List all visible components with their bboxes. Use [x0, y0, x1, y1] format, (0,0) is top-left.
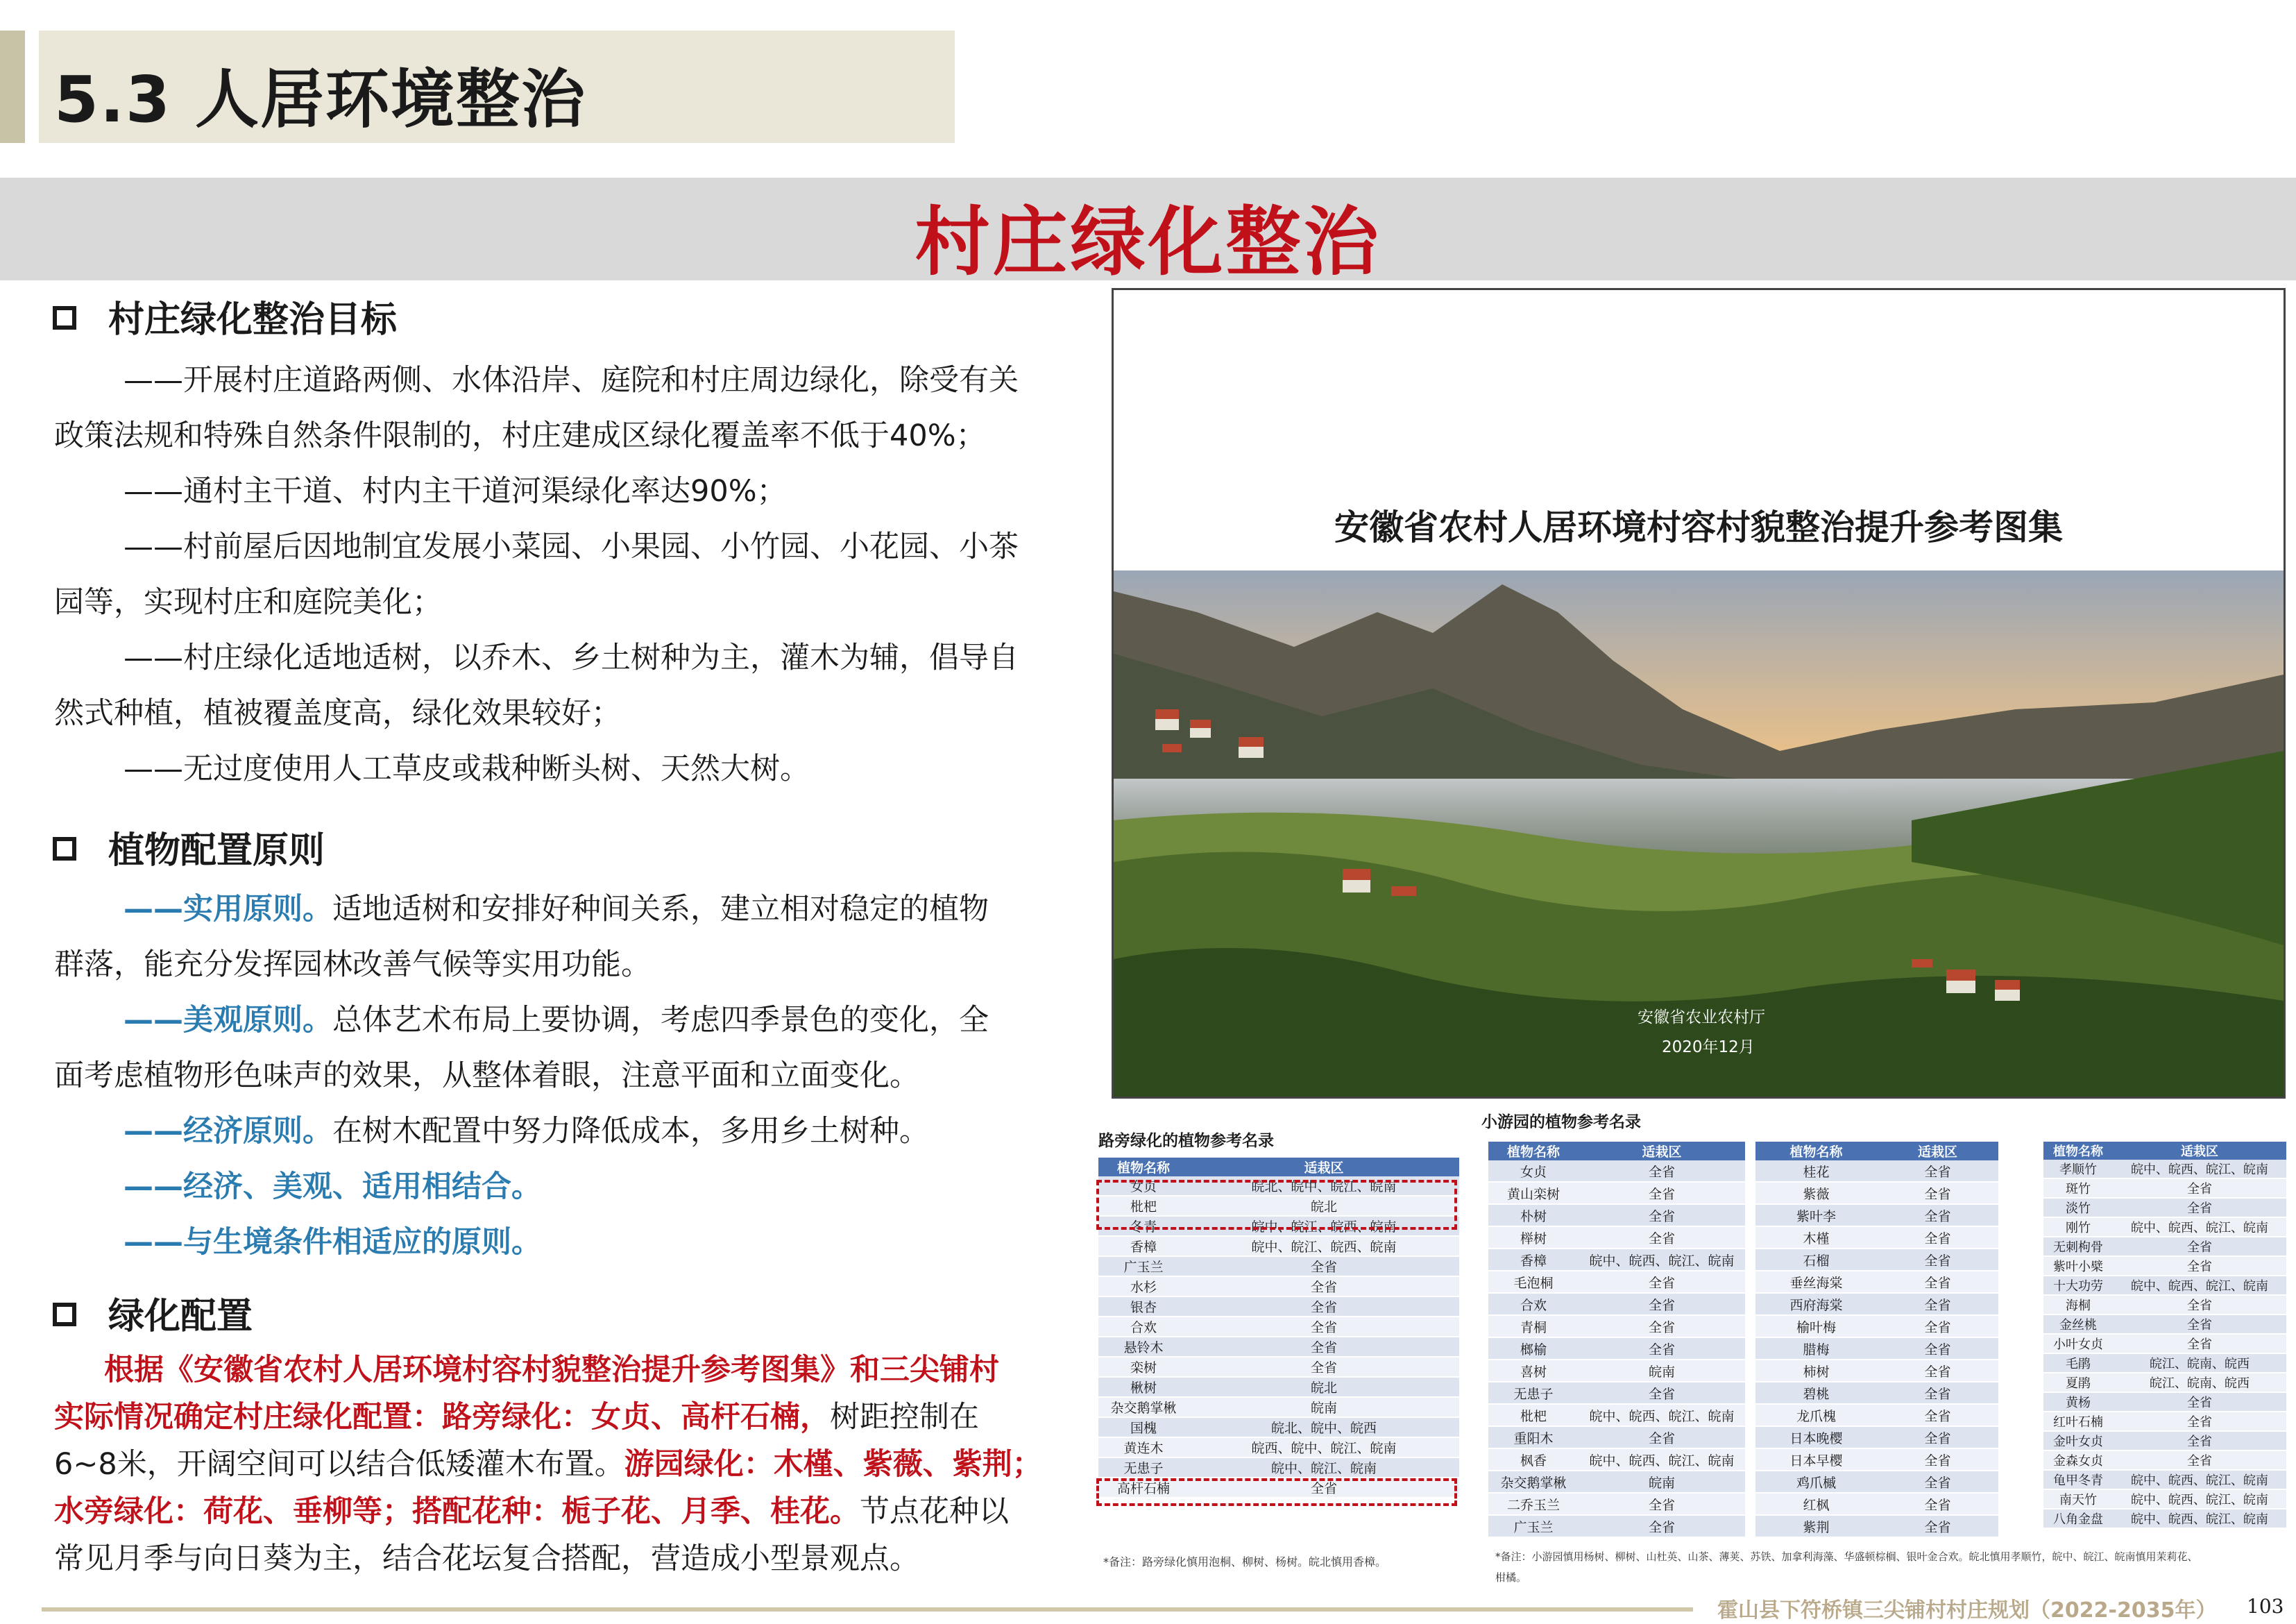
- plant-name-cell: 栾树: [1098, 1357, 1189, 1377]
- table-row: [1755, 1337, 1998, 1360]
- banner-title: 村庄绿化整治: [915, 199, 1381, 286]
- table-row: [1755, 1204, 1998, 1226]
- plant-name-cell: 碧桃: [1755, 1382, 1877, 1404]
- plant-name-cell: 柿树: [1755, 1360, 1877, 1382]
- plant-name-cell: 枇杷: [1098, 1196, 1189, 1216]
- planting-region-cell: 全省: [1579, 1315, 1745, 1337]
- plant-name-cell: 枫香: [1488, 1448, 1579, 1471]
- planting-region-cell: 全省: [2113, 1334, 2286, 1353]
- planting-region-cell: 全省: [2113, 1295, 2286, 1314]
- planting-region-cell: 全省: [1877, 1426, 1998, 1448]
- plant-name-cell: 香樟: [1488, 1249, 1579, 1271]
- highlight-box: [1096, 1478, 1457, 1506]
- column-header: 适栽区: [1189, 1158, 1459, 1176]
- plant-name-cell: 黄山栾树: [1488, 1182, 1579, 1204]
- table-row: [1098, 1256, 1459, 1276]
- planting-region-cell: 全省: [1877, 1315, 1998, 1337]
- table-row: [1488, 1515, 1745, 1537]
- table-row: [1755, 1448, 1998, 1471]
- planting-region-cell: 全省: [2113, 1198, 2286, 1217]
- table-row: [1755, 1160, 1998, 1182]
- garden-table-shrubs: [2043, 1142, 2286, 1529]
- table-row: [1098, 1337, 1459, 1357]
- plant-name-cell: 合欢: [1098, 1317, 1189, 1337]
- planting-region-cell: 全省: [1877, 1226, 1998, 1249]
- planting-region-cell: 全省: [2113, 1237, 2286, 1256]
- planting-region-cell: 全省: [1579, 1160, 1745, 1182]
- table-row: [2043, 1489, 2286, 1509]
- section-goal-body: [54, 353, 1081, 797]
- planting-region-cell: 全省: [1877, 1471, 1998, 1493]
- garden-table-note-cont: 柑橘。: [1495, 1571, 1527, 1584]
- goal-line: ——无过度使用人工草皮或栽种断头树、天然大树。: [124, 752, 810, 786]
- table-row: [2043, 1392, 2286, 1412]
- plant-name-cell: 二乔玉兰: [1488, 1493, 1579, 1515]
- plant-name-cell: 淡竹: [2043, 1198, 2113, 1217]
- plant-name-cell: 毛泡桐: [1488, 1271, 1579, 1293]
- table-row: [1488, 1337, 1745, 1360]
- plant-name-cell: 银杏: [1098, 1296, 1189, 1317]
- plant-name-cell: 杂交鹅掌楸: [1098, 1397, 1189, 1417]
- plant-name-cell: 孝顺竹: [2043, 1160, 2113, 1178]
- planting-region-cell: 皖北、皖中、皖西: [1189, 1417, 1459, 1437]
- plant-name-cell: 桂花: [1755, 1160, 1877, 1182]
- column-header: 植物名称: [1488, 1142, 1579, 1160]
- planting-region-cell: 皖中、皖西、皖江、皖南: [2113, 1470, 2286, 1489]
- table-row: [2043, 1256, 2286, 1276]
- plant-name-cell: 红枫: [1755, 1493, 1877, 1515]
- planting-region-cell: 全省: [1579, 1426, 1745, 1448]
- plant-name-cell: 金叶女贞: [2043, 1431, 2113, 1450]
- planting-region-cell: 全省: [1189, 1337, 1459, 1357]
- plant-name-cell: 夏鹃: [2043, 1373, 2113, 1392]
- table-row: [2043, 1431, 2286, 1450]
- section-config-heading: [53, 1287, 253, 1339]
- goal-line: 政策法规和特殊自然条件限制的，村庄建成区绿化覆盖率不低于40%；: [54, 418, 986, 453]
- planting-region-cell: 全省: [1877, 1249, 1998, 1271]
- planting-region-cell: 全省: [2113, 1314, 2286, 1334]
- table-row: [1098, 1397, 1459, 1417]
- table-row: [1488, 1404, 1745, 1426]
- planting-region-cell: 皖南: [1579, 1471, 1745, 1493]
- table-header-row: [1488, 1142, 1745, 1160]
- table-row: [1488, 1160, 1745, 1182]
- plant-name-cell: 南天竹: [2043, 1489, 2113, 1509]
- planting-region-cell: 全省: [1189, 1357, 1459, 1377]
- plant-name-cell: 龙爪槐: [1755, 1404, 1877, 1426]
- plant-name-cell: 紫叶小檗: [2043, 1256, 2113, 1276]
- plant-name-cell: 刚竹: [2043, 1217, 2113, 1237]
- planting-region-cell: 全省: [1579, 1382, 1745, 1404]
- planting-region-cell: 皖江、皖南、皖西: [2113, 1373, 2286, 1392]
- table-row: [1098, 1236, 1459, 1256]
- plant-name-cell: 枇杷: [1488, 1404, 1579, 1426]
- plant-name-cell: 青桐: [1488, 1315, 1579, 1337]
- plant-name-cell: 冬青: [1098, 1216, 1189, 1236]
- plant-name-cell: 榉树: [1488, 1226, 1579, 1249]
- config-line: 根据《安徽省农村人居环境村容村貌整治提升参考图集》和三尖铺村: [104, 1353, 999, 1387]
- planting-region-cell: 皖中、皖西、皖江、皖南: [1579, 1249, 1745, 1271]
- principle-line: 群落，能充分发挥园林改善气候等实用功能。: [54, 947, 651, 982]
- planting-region-cell: 全省: [1877, 1271, 1998, 1293]
- plant-name-cell: 广玉兰: [1488, 1515, 1579, 1537]
- footer-rule: [42, 1607, 1693, 1612]
- table-row: [2043, 1450, 2286, 1470]
- planting-region-cell: 全省: [2113, 1412, 2286, 1431]
- table-row: [2043, 1276, 2286, 1295]
- config-line: 常见月季与向日葵为主，结合花坛复合搭配，营造成小型景观点。: [54, 1541, 919, 1576]
- garden-table-trees: [1488, 1142, 1745, 1538]
- planting-region-cell: 皖中、皖西、皖江、皖南: [2113, 1217, 2286, 1237]
- plant-name-cell: 斑竹: [2043, 1178, 2113, 1198]
- planting-region-cell: 皖南: [1579, 1360, 1745, 1382]
- planting-region-cell: 全省: [2113, 1392, 2286, 1412]
- planting-region-cell: 皖江、皖南、皖西: [2113, 1353, 2286, 1373]
- plant-name-cell: 腊梅: [1755, 1337, 1877, 1360]
- planting-region-cell: 皖北: [1189, 1196, 1459, 1216]
- photo-date: 2020年12月: [1662, 1038, 1755, 1056]
- plant-name-cell: 金森女贞: [2043, 1450, 2113, 1470]
- planting-region-cell: 皖中、皖江、皖西、皖南: [1189, 1216, 1459, 1236]
- principle-line: ——实用原则。适地适树和安排好种间关系，建立相对稳定的植物: [124, 892, 989, 927]
- planting-region-cell: 全省: [2113, 1431, 2286, 1450]
- section-config-body: [54, 1346, 1123, 1582]
- table-header-row: [1098, 1158, 1459, 1176]
- planting-region-cell: 全省: [1189, 1478, 1459, 1498]
- table-row: [2043, 1412, 2286, 1431]
- plant-name-cell: 榆叶梅: [1755, 1315, 1877, 1337]
- checkbox-square-icon: [53, 837, 76, 861]
- garden-table-note: *备注：小游园慎用杨树、柳树、山杜英、山茶、薄荚、苏铁、加拿利海藻、华盛顿棕榈、银叶金合欢。皖北慎用孝顺竹，皖中、皖江、皖南慎用茉莉花、: [1495, 1550, 2198, 1563]
- principle-line: ——与生境条件相适应的原则。: [124, 1225, 541, 1260]
- planting-region-cell: 全省: [1877, 1404, 1998, 1426]
- principle-line: 面考虑植物形色味声的效果，从整体着眼，注意平面和立面变化。: [54, 1058, 919, 1093]
- plant-name-cell: 杂交鹅掌楸: [1488, 1471, 1579, 1493]
- planting-region-cell: 皖中、皖西、皖江、皖南: [2113, 1489, 2286, 1509]
- planting-region-cell: 全省: [1877, 1337, 1998, 1360]
- table-row: [2043, 1353, 2286, 1373]
- planting-region-cell: 全省: [1877, 1160, 1998, 1182]
- config-line: 6~8米，开阔空间可以结合低矮灌木布置。游园绿化：木槿、紫薇、紫荆；: [54, 1447, 1042, 1482]
- planting-region-cell: 全省: [1189, 1296, 1459, 1317]
- plant-name-cell: 十大功劳: [2043, 1276, 2113, 1295]
- plant-name-cell: 国槐: [1098, 1417, 1189, 1437]
- table-row: [2043, 1178, 2286, 1198]
- table-row: [1098, 1377, 1459, 1397]
- table-row: [1755, 1471, 1998, 1493]
- plant-name-cell: 无患子: [1098, 1457, 1189, 1478]
- table-row: [1755, 1249, 1998, 1271]
- planting-region-cell: 全省: [2113, 1256, 2286, 1276]
- plant-name-cell: 广玉兰: [1098, 1256, 1189, 1276]
- plant-name-cell: 紫薇: [1755, 1182, 1877, 1204]
- plant-name-cell: 女贞: [1488, 1160, 1579, 1182]
- plant-name-cell: 日本早樱: [1755, 1448, 1877, 1471]
- principle-line: ——经济、美观、适用相结合。: [124, 1169, 541, 1204]
- planting-region-cell: 皖西、皖中、皖江、皖南: [1189, 1437, 1459, 1457]
- table-row: [1488, 1204, 1745, 1226]
- table-row: [1755, 1226, 1998, 1249]
- table-row: [2043, 1237, 2286, 1256]
- planting-region-cell: 皖北: [1189, 1377, 1459, 1397]
- section-goal-heading: [53, 290, 397, 342]
- table-row: [1488, 1249, 1745, 1271]
- plant-name-cell: 喜树: [1488, 1360, 1579, 1382]
- table-row: [1755, 1271, 1998, 1293]
- table-row: [1488, 1293, 1745, 1315]
- plant-name-cell: 香樟: [1098, 1236, 1189, 1256]
- plant-name-cell: 无患子: [1488, 1382, 1579, 1404]
- plant-name-cell: 鸡爪槭: [1755, 1471, 1877, 1493]
- table-row: [1488, 1493, 1745, 1515]
- plant-name-cell: 龟甲冬青: [2043, 1470, 2113, 1489]
- garden-table-flowering: [1755, 1142, 1998, 1538]
- plant-name-cell: 小叶女贞: [2043, 1334, 2113, 1353]
- column-header: 适栽区: [1877, 1142, 1998, 1160]
- table-row: [2043, 1373, 2286, 1392]
- principle-line: ——美观原则。总体艺术布局上要协调，考虑四季景色的变化，全: [124, 1003, 989, 1038]
- planting-region-cell: 全省: [1579, 1293, 1745, 1315]
- config-line: 水旁绿化：荷花、垂柳等；搭配花种：栀子花、月季、桂花。节点花种以: [54, 1494, 1009, 1529]
- planting-region-cell: 皖中、皖西、皖江、皖南: [2113, 1276, 2286, 1295]
- table-header-row: [2043, 1142, 2286, 1160]
- planting-region-cell: 全省: [1877, 1182, 1998, 1204]
- table-row: [2043, 1295, 2286, 1314]
- table-row: [1488, 1182, 1745, 1204]
- column-header: 植物名称: [2043, 1142, 2113, 1160]
- table-row: [1098, 1357, 1459, 1377]
- planting-region-cell: 全省: [2113, 1450, 2286, 1470]
- table-row: [2043, 1198, 2286, 1217]
- table-row: [2043, 1509, 2286, 1528]
- table-row: [1755, 1426, 1998, 1448]
- planting-region-cell: 全省: [1579, 1271, 1745, 1293]
- table-row: [1755, 1382, 1998, 1404]
- table-row: [2043, 1314, 2286, 1334]
- table-row: [1488, 1471, 1745, 1493]
- planting-region-cell: 全省: [1877, 1204, 1998, 1226]
- planting-region-cell: 皖中、皖西、皖江、皖南: [2113, 1509, 2286, 1528]
- planting-region-cell: 皖北、皖中、皖江、皖南: [1189, 1176, 1459, 1196]
- plant-name-cell: 黄杨: [2043, 1392, 2113, 1412]
- planting-region-cell: 皖中、皖西、皖江、皖南: [1579, 1448, 1745, 1471]
- section-principle-body: [54, 881, 1081, 1270]
- plant-name-cell: 黄连木: [1098, 1437, 1189, 1457]
- section-principle-title: 植物配置原则: [108, 830, 325, 872]
- table-row: [1098, 1317, 1459, 1337]
- table-row: [1098, 1276, 1459, 1296]
- plant-name-cell: 楸树: [1098, 1377, 1189, 1397]
- plant-name-cell: 紫叶李: [1755, 1204, 1877, 1226]
- plant-name-cell: 西府海棠: [1755, 1293, 1877, 1315]
- table-row: [1488, 1271, 1745, 1293]
- planting-region-cell: 全省: [1579, 1337, 1745, 1360]
- planting-region-cell: 全省: [1579, 1204, 1745, 1226]
- table-row: [1098, 1296, 1459, 1317]
- plant-name-cell: 毛鹃: [2043, 1353, 2113, 1373]
- plant-name-cell: 垂丝海棠: [1755, 1271, 1877, 1293]
- plant-name-cell: 朴树: [1488, 1204, 1579, 1226]
- planting-region-cell: 全省: [1579, 1182, 1745, 1204]
- planting-region-cell: 全省: [1579, 1493, 1745, 1515]
- planting-region-cell: 全省: [2113, 1178, 2286, 1198]
- plant-name-cell: 海桐: [2043, 1295, 2113, 1314]
- column-header: 植物名称: [1098, 1158, 1189, 1176]
- planting-region-cell: 全省: [1877, 1293, 1998, 1315]
- plant-name-cell: 紫荆: [1755, 1515, 1877, 1537]
- page-title: 5.3 人居环境整治: [54, 62, 587, 137]
- planting-region-cell: 皖南: [1189, 1397, 1459, 1417]
- table-row: [1098, 1437, 1459, 1457]
- planting-region-cell: 皖中、皖西、皖江、皖南: [1579, 1404, 1745, 1426]
- plant-name-cell: 木槿: [1755, 1226, 1877, 1249]
- table-row: [1755, 1293, 1998, 1315]
- plant-name-cell: 合欢: [1488, 1293, 1579, 1315]
- plant-name-cell: 重阳木: [1488, 1426, 1579, 1448]
- atlas-title: 安徽省农村人居环境村容村貌整治提升参考图集: [1334, 507, 2063, 548]
- section-principle-heading: [53, 821, 325, 873]
- plant-name-cell: 八角金盘: [2043, 1509, 2113, 1528]
- table-row: [1488, 1226, 1745, 1249]
- column-header: 适栽区: [2113, 1142, 2286, 1160]
- section-goal-title: 村庄绿化整治目标: [108, 299, 398, 341]
- planting-region-cell: 全省: [1877, 1382, 1998, 1404]
- planting-region-cell: 全省: [1189, 1317, 1459, 1337]
- table-row: [2043, 1217, 2286, 1237]
- goal-line: 然式种植，植被覆盖度高，绿化效果较好；: [54, 696, 621, 731]
- plant-name-cell: 金丝桃: [2043, 1314, 2113, 1334]
- goal-line: 园等，实现村庄和庭院美化；: [54, 585, 442, 620]
- table-header-row: [1755, 1142, 1998, 1160]
- road-table-note: *备注：路旁绿化慎用泡桐、柳树、杨树。皖北慎用香樟。: [1103, 1555, 1387, 1568]
- goal-line: ——村庄绿化适地适树，以乔木、乡土树种为主，灌木为辅，倡导自: [124, 641, 1019, 675]
- table-row: [1755, 1515, 1998, 1537]
- plant-name-cell: 榔榆: [1488, 1337, 1579, 1360]
- table-row: [1488, 1360, 1745, 1382]
- section-config-title: 绿化配置: [108, 1296, 253, 1337]
- checkbox-square-icon: [53, 306, 76, 330]
- planting-region-cell: 全省: [1579, 1226, 1745, 1249]
- checkbox-square-icon: [53, 1303, 76, 1326]
- table-row: [2043, 1470, 2286, 1489]
- plant-name-cell: 悬铃木: [1098, 1337, 1189, 1357]
- planting-region-cell: 全省: [1189, 1276, 1459, 1296]
- page-number: 103: [2247, 1595, 2284, 1618]
- table-row: [1098, 1417, 1459, 1437]
- column-header: 植物名称: [1755, 1142, 1877, 1160]
- table-row: [1098, 1457, 1459, 1478]
- plant-name-cell: 水杉: [1098, 1276, 1189, 1296]
- config-line: 实际情况确定村庄绿化配置：路旁绿化：女贞、高杆石楠，树距控制在: [54, 1400, 979, 1435]
- footer-project-title: 霍山县下符桥镇三尖铺村村庄规划（2022-2035年）: [1717, 1598, 2217, 1623]
- plant-name-cell: 石榴: [1755, 1249, 1877, 1271]
- planting-region-cell: 全省: [1877, 1448, 1998, 1471]
- planting-region-cell: 全省: [1877, 1493, 1998, 1515]
- goal-line: ——村前屋后因地制宜发展小菜园、小果园、小竹园、小花园、小茶: [124, 530, 1019, 564]
- highlight-box: [1096, 1180, 1457, 1230]
- planting-region-cell: 全省: [1877, 1360, 1998, 1382]
- plant-name-cell: 红叶石楠: [2043, 1412, 2113, 1431]
- plant-name-cell: 日本晚樱: [1755, 1426, 1877, 1448]
- principle-line: ——经济原则。在树木配置中努力降低成本，多用乡土树种。: [124, 1114, 929, 1149]
- planting-region-cell: 皖中、皖江、皖南: [1189, 1457, 1459, 1478]
- plant-name-cell: 女贞: [1098, 1176, 1189, 1196]
- photo-credit: 安徽省农业农村厅: [1638, 1008, 1765, 1026]
- goal-line: ——开展村庄道路两侧、水体沿岸、庭院和村庄周边绿化，除受有关: [124, 363, 1019, 398]
- planting-region-cell: 全省: [1189, 1256, 1459, 1276]
- table-row: [1488, 1382, 1745, 1404]
- column-header: 适栽区: [1579, 1142, 1745, 1160]
- plant-name-cell: 高杆石楠: [1098, 1478, 1189, 1498]
- table-row: [2043, 1160, 2286, 1178]
- road-table-caption: 路旁绿化的植物参考名录: [1098, 1132, 1274, 1150]
- table-row: [1488, 1448, 1745, 1471]
- table-row: [1755, 1315, 1998, 1337]
- table-row: [1755, 1182, 1998, 1204]
- planting-region-cell: 全省: [1579, 1515, 1745, 1537]
- planting-region-cell: 皖中、皖西、皖江、皖南: [2113, 1160, 2286, 1178]
- table-row: [2043, 1334, 2286, 1353]
- table-row: [1755, 1493, 1998, 1515]
- plant-name-cell: 无刺枸骨: [2043, 1237, 2113, 1256]
- table-row: [1755, 1404, 1998, 1426]
- garden-table-caption: 小游园的植物参考名录: [1481, 1113, 1641, 1131]
- table-row: [1755, 1360, 1998, 1382]
- header-accent-bar: [0, 31, 25, 143]
- table-row: [1488, 1426, 1745, 1448]
- goal-line: ——通村主干道、村内主干道河渠绿化率达90%；: [124, 474, 787, 509]
- table-row: [1488, 1315, 1745, 1337]
- planting-region-cell: 全省: [1877, 1515, 1998, 1537]
- planting-region-cell: 皖中、皖江、皖西、皖南: [1189, 1236, 1459, 1256]
